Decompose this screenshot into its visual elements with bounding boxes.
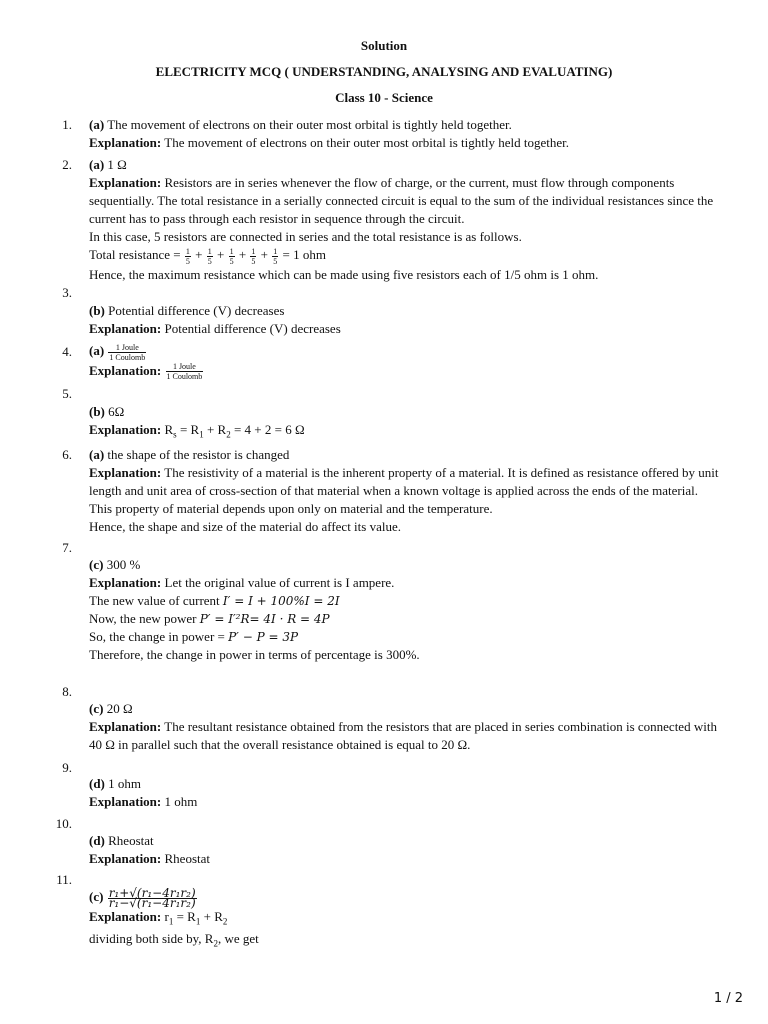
explanation: Explanation: 1 ohm xyxy=(89,794,198,809)
question-number: 8. xyxy=(62,684,72,699)
question-number: 3. xyxy=(62,285,72,300)
question-number: 1. xyxy=(62,117,72,132)
answer: (a) $\frac{\text{1 Joule}}{\text{1 Coulomb}}$ xyxy=(89,342,146,362)
fraction: $\frac{1}{5}$ xyxy=(251,246,256,266)
root-fraction: $\frac{\text{r₁+√(r₁−4r₁r₂)}}{\text{r₁−√(r₁−4r₁r₂)}}$ xyxy=(108,885,196,910)
joule-per-coulomb-fraction: $\frac{\text{1 Joule}}{\text{1 Coulomb}}$ xyxy=(109,342,146,362)
answer: (b) Potential difference (V) decreases xyxy=(89,303,285,318)
answer: (a) the shape of the resistor is changed xyxy=(89,447,290,462)
document-title: ELECTRICITY MCQ ( UNDERSTANDING, ANALYSING AND EVALUATING) xyxy=(155,64,613,79)
question-number: 2. xyxy=(62,157,72,172)
answer: (a) The movement of electrons on their outer most orbital is tightly held together. xyxy=(89,117,512,132)
joule-per-coulomb-fraction: $\frac{\text{1 Joule}}{\text{1 Coulomb}}$ xyxy=(166,362,203,382)
explanation: Explanation: Let the original value of current is I ampere. xyxy=(89,575,395,590)
explanation: Explanation: Rheostat xyxy=(89,851,210,866)
answer: (c) 300 % xyxy=(89,557,141,572)
answer: (c) $\frac{\text{r₁+√(r₁−4r₁r₂)}}{\text{r₁−√(r₁−4r₁r₂)}}$ xyxy=(89,885,196,910)
explanation-line: The new value of current I′ = I + 100%I = 2I xyxy=(89,593,340,608)
fraction: $\frac{1}{5}$ xyxy=(185,246,190,266)
answer: (a) 1 Ω xyxy=(89,157,127,172)
question-number: 6. xyxy=(62,447,72,462)
explanation: Explanation: Resistors are in series whenever the flow of charge, or the current, must flow through components sequentially. The total resistance in a serially connected circuit is equal to the sum of the individual resistances since the current has to pass through each resistor in sequence through the circuit. xyxy=(89,175,714,226)
explanation-line: So, the change in power = P′ − P = 3P xyxy=(89,629,299,644)
explanation: Explanation: The resultant resistance obtained from the resistors that are placed in series combination is connected with 40 Ω in parallel such that the overall resistance obtained is equal to 20 Ω. xyxy=(89,719,717,752)
answer: (c) 20 Ω xyxy=(89,701,133,716)
class-subtitle: Class 10 - Science xyxy=(335,90,433,105)
explanation: Explanation: The movement of electrons on their outer most orbital is tightly held together. xyxy=(89,135,569,150)
total-resistance-equation: Total resistance = $\frac{1}{5}$ + $\frac{1}{5}$ + $\frac{1}{5}$ + $\frac{1}{5}$ + $\frac{1}{5}$ = 1 ohm xyxy=(89,246,326,266)
fraction: $\frac{1}{5}$ xyxy=(229,246,234,266)
explanation-line: Hence, the maximum resistance which can be made using five resistors each of 1/5 ohm is 1 ohm. xyxy=(89,266,599,282)
question-number: 7. xyxy=(62,540,72,555)
question-number: 10. xyxy=(55,816,72,831)
explanation-line: Now, the new power P′ = I′²R= 4I · R = 4P xyxy=(89,611,330,626)
explanation-line: Therefore, the change in power in terms of percentage is 300%. xyxy=(89,647,420,662)
answer: (d) Rheostat xyxy=(89,833,154,848)
explanation-line: Hence, the shape and size of the material do affect its value. xyxy=(89,519,401,534)
solution-heading: Solution xyxy=(360,38,408,53)
explanation: Explanation: Potential difference (V) decreases xyxy=(89,321,341,336)
explanation: Explanation: $r_1 = R_1 + R_2$ xyxy=(89,908,228,927)
question-number: 9. xyxy=(62,760,72,775)
question-number: 5. xyxy=(62,386,72,401)
explanation-line: This property of material depends upon only on material and the temperature. xyxy=(89,501,493,516)
answer: (d) 1 ohm xyxy=(89,776,142,791)
page-number: 1 / 2 xyxy=(713,991,743,1006)
explanation: Explanation: The resistivity of a material is the inherent property of a material. It is defined as resistance offered by unit length and unit area of cross-section of that material when a known voltage is applied across the ends of the material. xyxy=(89,465,719,498)
explanation-line: dividing both side by, $R_2$, we get xyxy=(89,931,259,949)
fraction: $\frac{1}{5}$ xyxy=(273,246,278,266)
question-number: 4. xyxy=(62,344,72,359)
explanation-line: In this case, 5 resistors are connected in series and the total resistance is as follows. xyxy=(89,229,522,244)
question-number: 11. xyxy=(56,872,72,887)
answer: (b) 6Ω xyxy=(89,404,125,419)
explanation: Explanation: $R_s = R_1 + R_2 = 4 + 2 = 6$ Ω xyxy=(89,422,305,440)
fraction: $\frac{1}{5}$ xyxy=(207,246,212,266)
explanation: Explanation: $\frac{\text{1 Joule}}{\text{1 Coulomb}}$ xyxy=(89,362,203,382)
